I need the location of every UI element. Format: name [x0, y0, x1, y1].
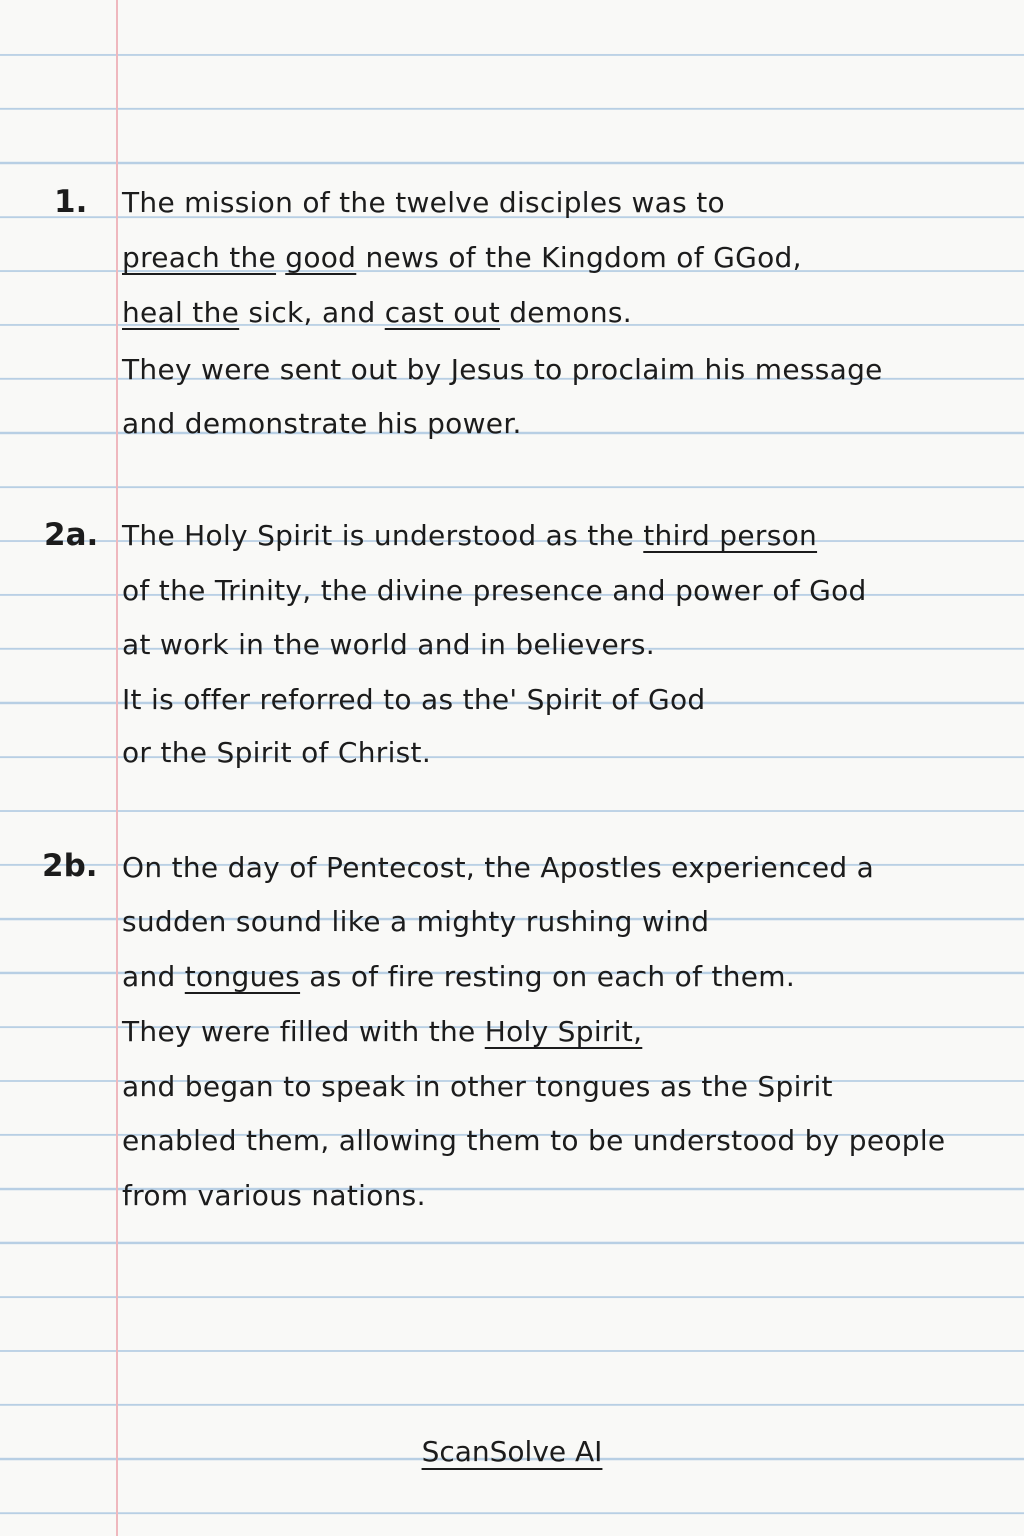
answer-2b-text: as of fire resting on each of them.: [300, 960, 796, 993]
answer-2a-line-2: of the Trinity, the divine presence and power of God: [122, 574, 867, 607]
answer-2b-line-4: [122, 1013, 642, 1051]
answer-1-text: demons.: [500, 296, 632, 329]
answer-2b-line-1: On the day of Pentecost, the Apostles experienced a: [122, 851, 875, 884]
underlined-phrase: cast out: [384, 296, 501, 329]
answer-1-line-1: The mission of the twelve disciples was to: [122, 186, 725, 219]
answer-2a-line-3: at work in the world and in believers.: [122, 628, 655, 661]
underlined-phrase: tongues: [184, 960, 301, 993]
answer-2b-line-2: sudden sound like a mighty rushing wind: [122, 905, 710, 938]
answer-2a-text: The Holy Spirit is understood as the: [122, 519, 644, 552]
footer-brand: [0, 1432, 1024, 1472]
margin-line: [116, 0, 118, 1536]
answer-2b-text: and: [122, 960, 185, 993]
answer-2b-number: 2b.: [42, 848, 98, 884]
answer-2b-line-7: from various nations.: [122, 1179, 426, 1212]
answer-2b-line-3: [122, 958, 795, 996]
underlined-phrase: Holy Spirit,: [484, 1015, 643, 1048]
underlined-phrase: good: [285, 241, 357, 274]
underlined-phrase: heal the: [122, 296, 240, 329]
underlined-phrase: preach the: [122, 241, 277, 274]
answer-2a-line-4: It is offer reforred to as the' Spirit of God: [122, 683, 706, 716]
answer-1-text: news of the Kingdom of GGod,: [356, 241, 802, 274]
answer-2a-line-5: or the Spirit of Christ.: [122, 736, 432, 769]
answer-2b-line-5: and began to speak in other tongues as the Spirit: [122, 1070, 833, 1103]
answer-1-text: [276, 241, 285, 274]
answer-1-line-3: [122, 294, 632, 332]
answer-2b-text: They were filled with the: [122, 1015, 485, 1048]
answer-1-line-4: They were sent out by Jesus to proclaim his message: [122, 353, 883, 386]
answer-2a-number: 2a.: [44, 517, 99, 553]
brand-name: ScanSolve AI: [421, 1435, 603, 1468]
answer-1-number: 1.: [54, 184, 88, 220]
underlined-phrase: third person: [643, 519, 818, 552]
answer-2b-line-6: enabled them, allowing them to be understood by people: [122, 1124, 946, 1157]
answer-2a-line-1: [122, 517, 817, 555]
answer-1-line-5: and demonstrate his power.: [122, 407, 522, 440]
answer-1-line-2: [122, 239, 802, 277]
answer-1-text: sick, and: [239, 296, 385, 329]
